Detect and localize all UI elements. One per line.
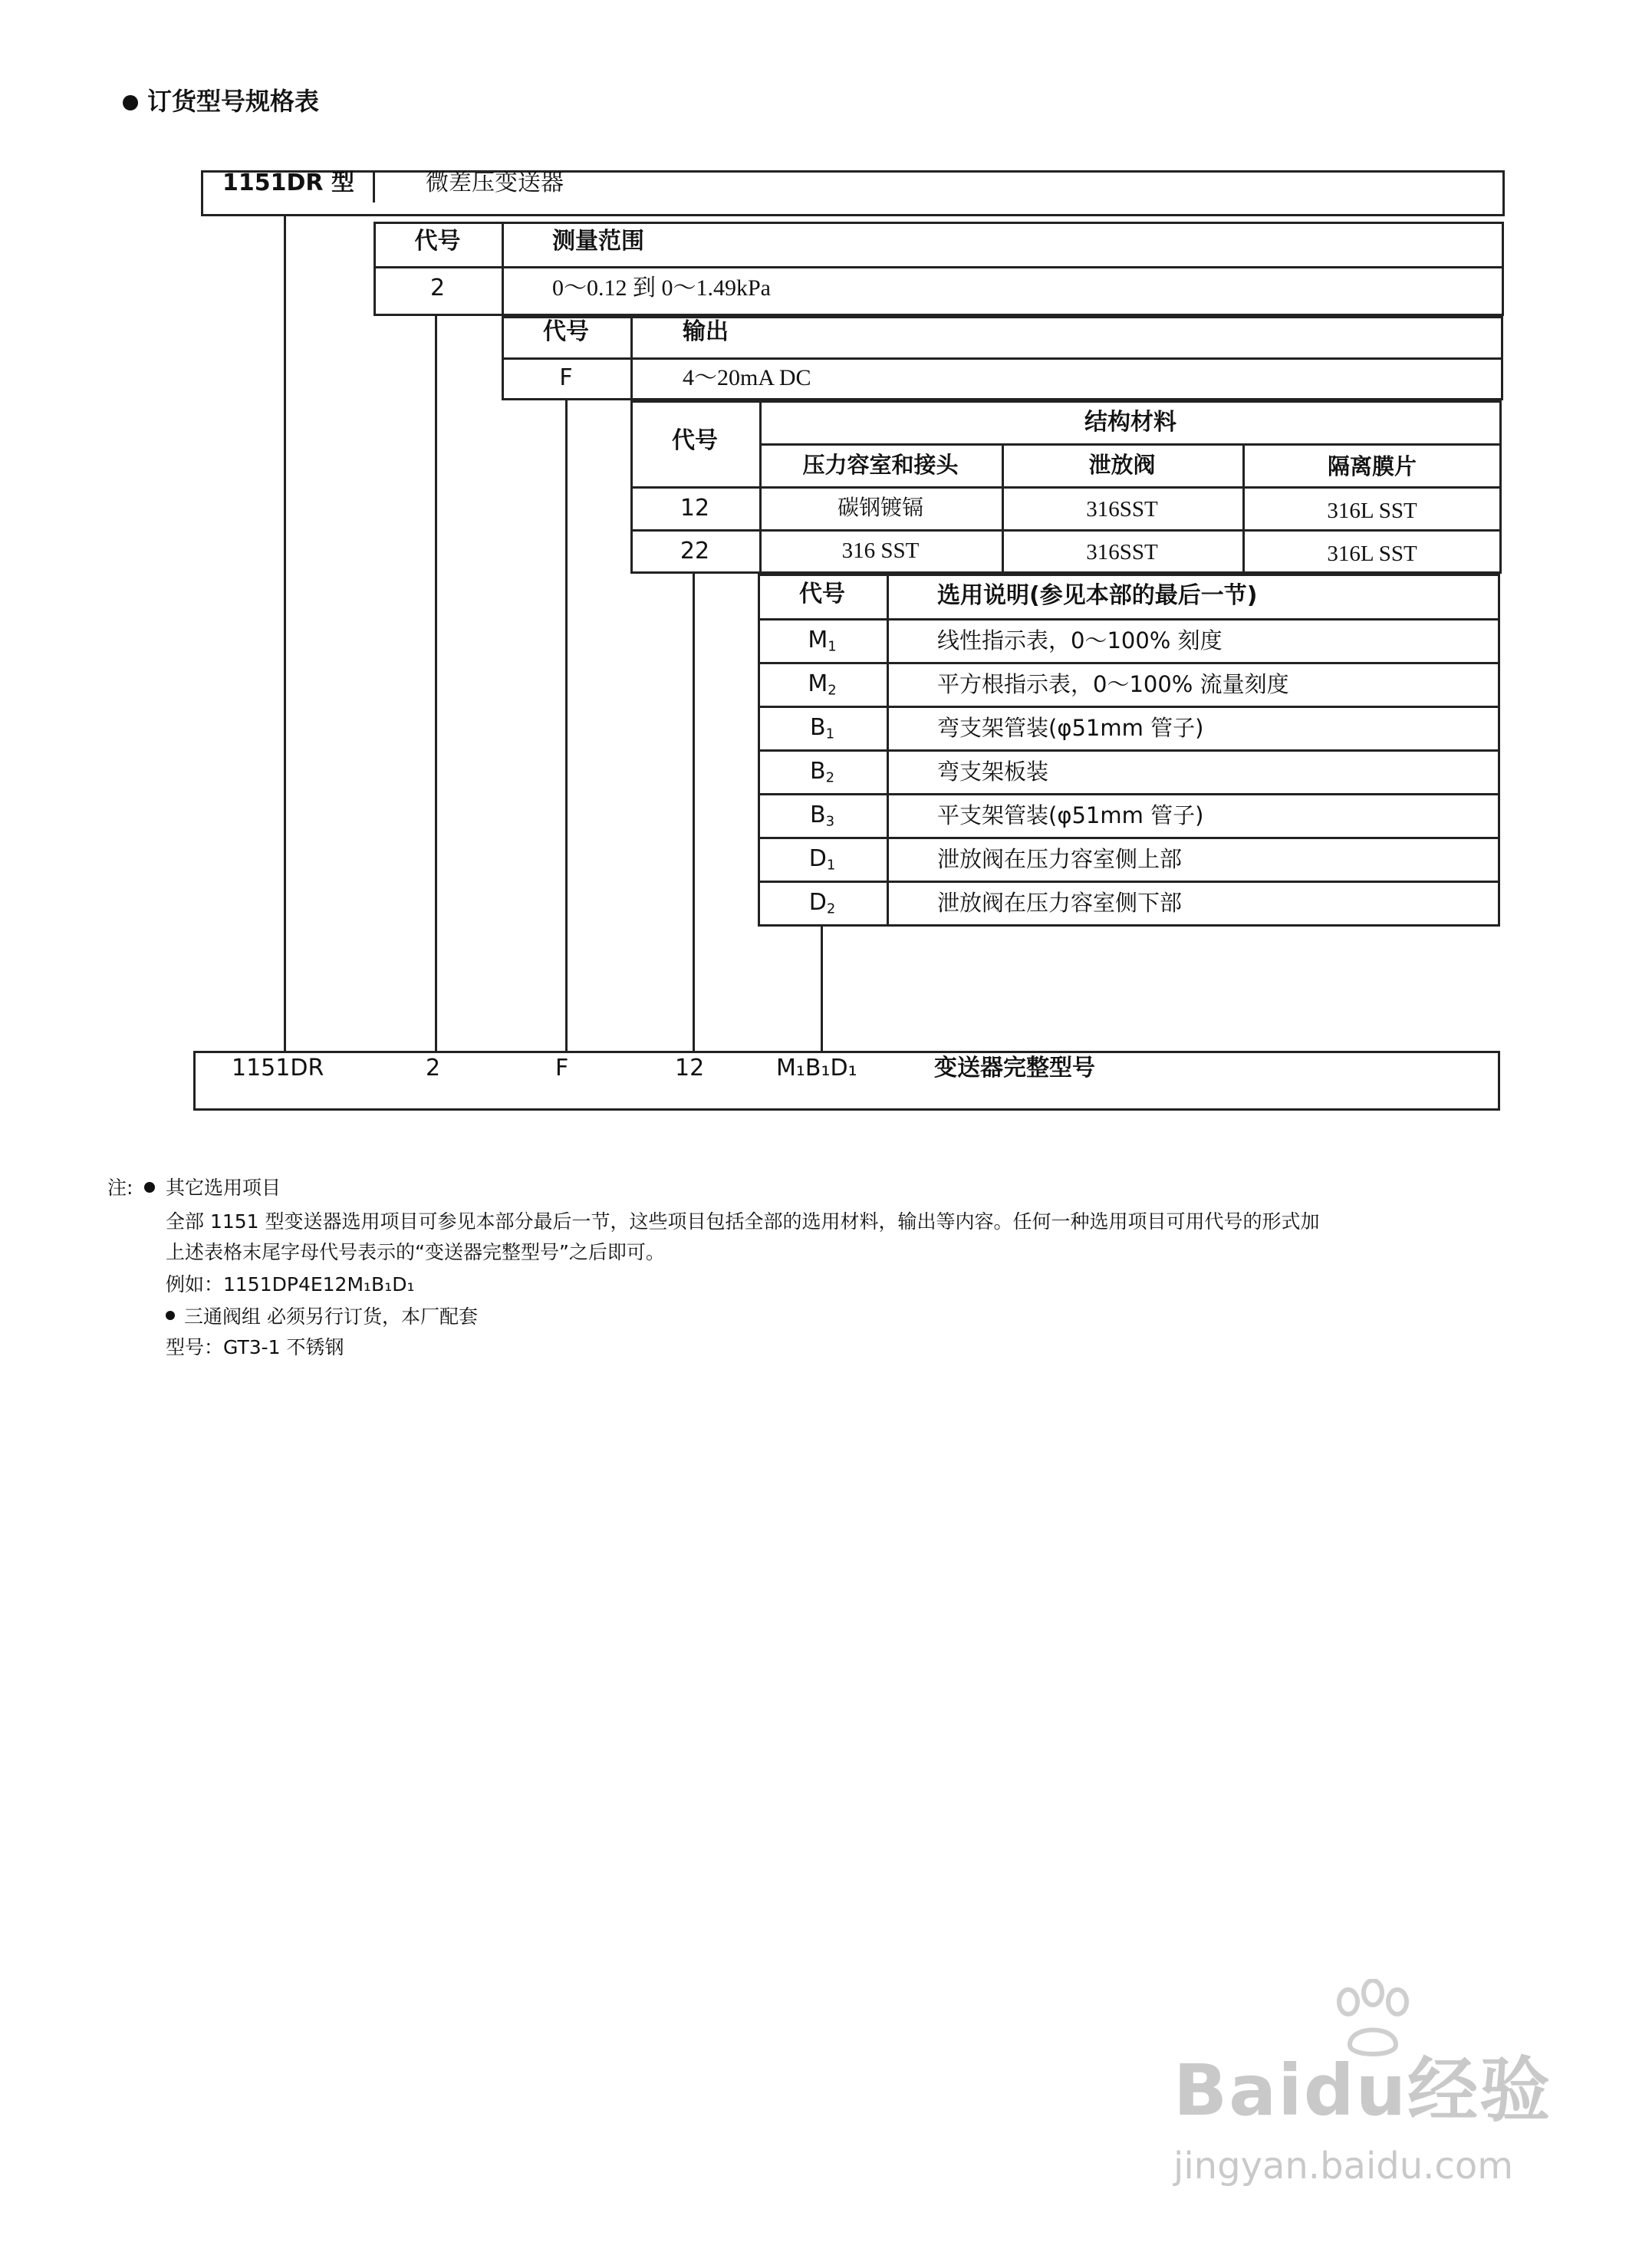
range-table [374,222,1504,316]
option-row-code: $B_3$ [809,802,835,830]
material-header-group: 结构材料 [1084,409,1176,436]
option-row-code: $M_1$ [808,627,837,655]
option-row-code: $M_2$ [808,670,837,699]
result-range: 2 [426,1055,441,1081]
option-header-desc: 选用说明(参见本部的最后一节) [937,582,1258,609]
output-row-desc: 4～20mA DC [683,365,811,390]
notes-prefix: 注: [107,1177,133,1199]
option-row-desc: 平支架管装(φ51mm 管子) [937,802,1204,828]
option-row-code: $D_2$ [808,889,836,917]
notes-line: 上述表格末尾字母代号表示的“变送器完整型号”之后即可。 [166,1241,665,1263]
range-row-desc: 0～0.12 到 0～1.49kPa [552,275,771,301]
heading-bullet [123,95,138,110]
notes-line: 全部 1151 型变送器选用项目可参见本部分最后一节，这些项目包括全部的选用材料，输出等内容。任何一种选用项目可用代号的形式加 [166,1210,1320,1233]
material-row-chamber: 316 SST [841,538,920,563]
output-row-code: F [559,364,573,391]
material-col-diaphragm: 隔离膜片 [1327,453,1417,479]
notes-bullet [144,1182,155,1193]
material-row-code: 22 [680,538,710,565]
option-row-desc: 平方根指示表，0～100% 流量刻度 [937,671,1289,697]
notes-bullet [166,1311,175,1320]
result-options: M₁B₁D₁ [776,1055,857,1081]
watermark-url: jingyan.baidu.com [1173,2145,1513,2188]
material-col-valve: 泄放阀 [1088,452,1156,478]
page-heading: 订货型号规格表 [147,87,320,116]
range-row-code: 2 [429,275,446,301]
option-row-desc: 泄放阀在压力容室侧上部 [937,846,1183,872]
material-header-code: 代号 [672,427,718,454]
range-header-code: 代号 [414,228,461,255]
option-header-code: 代号 [799,581,845,607]
model-row [201,170,1505,216]
option-row-desc: 弯支架板装 [937,759,1049,785]
material-row-diaphragm: 316L SST [1327,499,1417,523]
watermark-brand: Baidu经验 [1173,2049,1552,2132]
option-row-desc: 弯支架管装(φ51mm 管子) [937,715,1204,741]
model-code: 1151DR 型 [222,170,354,196]
material-row-valve: 316SST [1086,540,1158,565]
material-col-chamber: 压力容室和接头 [802,452,959,478]
notes-item-title: 其它选用项目 [166,1177,281,1199]
result-material: 12 [675,1055,705,1081]
option-row-desc: 线性指示表，0～100% 刻度 [937,627,1223,654]
output-header-code: 代号 [543,318,589,345]
material-row-diaphragm: 316L SST [1327,542,1417,566]
option-row-code: $D_1$ [808,845,836,874]
option-row-code: $B_1$ [809,714,835,742]
notes-example: 例如：1151DP4E12M₁B₁D₁ [166,1273,415,1295]
material-row-chamber: 碳钢镀镉 [837,495,923,520]
option-row-code: $B_2$ [809,758,835,786]
result-label: 变送器完整型号 [934,1055,1095,1081]
model-name: 微差压变送器 [426,170,564,196]
option-row-desc: 泄放阀在压力容室侧下部 [937,890,1183,916]
range-header-desc: 测量范围 [552,228,644,255]
material-row-code: 12 [680,495,710,522]
result-output: F [555,1055,569,1081]
result-model: 1151DR [232,1055,324,1081]
notes-line: 型号：GT3-1 不锈钢 [166,1336,344,1358]
material-row-valve: 316SST [1086,497,1158,522]
notes-item-title: 三通阀组 必须另行订货，本厂配套 [184,1305,478,1328]
output-header-desc: 输出 [683,318,729,345]
